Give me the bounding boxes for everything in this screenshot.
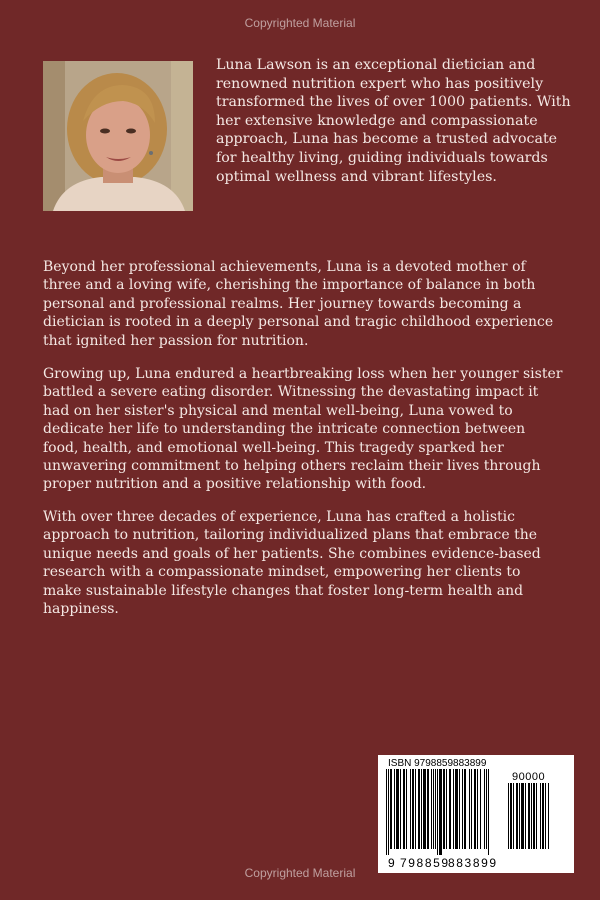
barcode-bar <box>531 783 532 849</box>
barcode-digits-group-2: 883899 <box>448 856 498 870</box>
barcode-bar <box>390 769 392 849</box>
barcode-addon-bars <box>508 783 566 859</box>
barcode-bar <box>471 769 472 849</box>
barcode-bar <box>521 783 524 849</box>
barcode-bar <box>396 769 399 849</box>
barcode-bar <box>516 783 518 849</box>
bio-paragraph-1: Beyond her professional achievements, Luna is a devoted mother of three and a loving wife, cherishing the importance of balance in both personal and professional realms. Her journey towards becoming a dietician is rooted in a deeply personal and tragic childhood experience that ignited her passion for nutrition. <box>43 259 554 349</box>
barcode-bar <box>525 783 526 849</box>
barcode-bar <box>412 769 414 849</box>
barcode-bar <box>484 769 485 849</box>
barcode-bar <box>542 783 544 849</box>
barcode-bar <box>480 769 481 849</box>
barcode-bar <box>433 769 434 849</box>
barcode-bar <box>474 769 476 849</box>
barcode-bar <box>540 783 541 849</box>
barcode-bar <box>536 783 537 849</box>
barcode-bar <box>453 769 454 849</box>
barcode-bar <box>406 769 407 849</box>
barcode-bar <box>488 769 489 855</box>
barcode-bar <box>446 769 447 849</box>
bio-intro: Luna Lawson is an exceptional dietician and renowned nutrition expert who has positively transformed the lives of over 1000 patients. With her extensive knowledge and compassionate approach, Luna has become a trusted advocate for healthy living, guiding individuals towards optimal wellness and vibrant lifestyles. <box>216 57 571 185</box>
barcode-bar <box>533 783 535 849</box>
barcode-bar <box>388 769 389 855</box>
watermark-bottom: Copyrighted Material <box>244 866 356 880</box>
barcode-bar <box>427 769 429 849</box>
barcode-bar <box>528 783 530 849</box>
bio-paragraph-2: Growing up, Luna endured a heartbreaking loss when her younger sister battled a severe eating disorder. Witnessing the devastating impact it had on her sister's physical and mental well-being, Luna vowed to dedicate her life to understanding the intricate connection between food, health, and emotional well-being. This tragedy sparked her unwavering commitment to helping others reclaim their lives through proper nutrition and a positive relationship with food. <box>43 366 563 493</box>
barcode-bar <box>435 769 436 849</box>
barcode-bar <box>421 769 422 849</box>
barcode-bar <box>510 783 512 849</box>
price-code: 90000 <box>512 771 546 783</box>
isbn-label: ISBN 9798859883899 <box>388 758 487 769</box>
isbn-barcode <box>378 755 574 873</box>
barcode-bar <box>545 783 546 849</box>
author-portrait <box>43 61 193 211</box>
barcode-bar <box>410 769 411 849</box>
barcode-bar <box>455 769 458 849</box>
barcode-bar <box>519 783 520 849</box>
barcode-bar <box>508 783 509 849</box>
watermark-top: Copyrighted Material <box>244 16 356 30</box>
barcode-bar <box>548 783 549 849</box>
barcode-digit-first: 9 <box>388 856 395 870</box>
barcode-bar <box>459 769 460 849</box>
barcode-bar <box>443 769 445 849</box>
barcode-bar <box>439 769 442 855</box>
barcode-bar <box>469 769 470 849</box>
barcode-bar <box>462 769 463 849</box>
barcode-bar <box>423 769 426 849</box>
barcode-bar <box>386 769 387 855</box>
barcode-bar <box>418 769 420 849</box>
barcode-bar <box>400 769 401 849</box>
barcode-bar <box>437 769 438 855</box>
barcode-bar <box>477 769 478 849</box>
barcode-bar <box>449 769 451 849</box>
barcode-digits-group-1: 798859 <box>400 856 450 870</box>
barcode-bars <box>386 769 504 859</box>
barcode-bar <box>513 783 514 849</box>
barcode-bar <box>464 769 466 849</box>
barcode-bar <box>394 769 395 849</box>
barcode-bar <box>431 769 432 849</box>
bio-paragraph-3: With over three decades of experience, Luna has crafted a holistic approach to nutrition, tailoring individualized plans that embrace the unique needs and goals of her patients. She combines evidence-based research with a compassionate mindset, empowering her clients to make sustainable lifestyle changes that foster long-term health and happiness. <box>43 509 541 618</box>
author-portrait-image <box>43 61 193 211</box>
barcode-bar <box>403 769 405 849</box>
barcode-bar <box>486 769 487 849</box>
barcode-bar <box>415 769 416 849</box>
